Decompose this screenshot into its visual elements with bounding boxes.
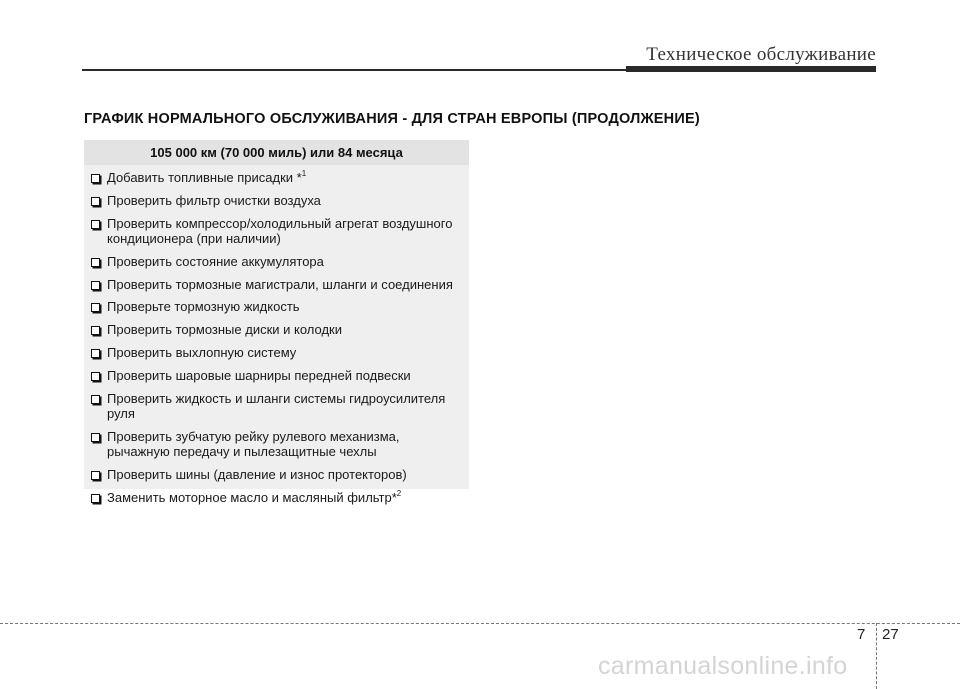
section-title: Техническое обслуживание — [646, 44, 876, 65]
checklist-item — [90, 429, 463, 460]
footer-divider — [0, 623, 960, 624]
checklist-item — [90, 254, 463, 270]
checkbox-icon — [91, 372, 100, 381]
chapter-number: 7 — [857, 626, 866, 643]
item-label: Проверить фильтр очистки воздуха — [107, 192, 321, 208]
checklist-item-text — [107, 216, 463, 247]
item-label: Проверить шины (давление и износ протекторов) — [107, 467, 407, 483]
checklist-item-text — [107, 345, 463, 361]
checkbox-icon — [91, 326, 100, 335]
item-label: Добавить топливные присадки * — [107, 170, 302, 185]
page-number: 27 — [882, 626, 899, 643]
item-label: Проверить тормозные диски и колодки — [107, 322, 343, 338]
checkbox-icon — [91, 433, 100, 442]
item-label: Проверьте тормозную жидкость — [107, 299, 300, 315]
item-label: Проверить выхлопную систему — [107, 345, 297, 361]
item-label: Проверить жидкость и шланги системы гидроусилителя руля — [107, 390, 446, 422]
checkbox-icon — [91, 220, 100, 229]
item-label: Проверить компрессор/холодильный агрегат воздушного кондиционера (при наличии) — [107, 215, 453, 247]
checkbox-icon — [91, 471, 100, 480]
checklist-item — [90, 391, 463, 422]
checklist-item — [90, 170, 463, 186]
item-label: Проверить шаровые шарниры передней подвески — [107, 367, 411, 383]
checklist-item-text — [107, 254, 463, 270]
footnote-marker: 1 — [301, 169, 307, 178]
maintenance-schedule-table — [84, 140, 469, 506]
checkbox-icon — [91, 281, 100, 290]
checklist-item-text — [107, 193, 463, 209]
checklist-item-text — [107, 490, 463, 506]
checkbox-icon — [91, 174, 100, 183]
checklist-item — [90, 345, 463, 361]
item-label: Проверить состояние аккумулятора — [107, 253, 324, 269]
header-rule — [82, 69, 628, 71]
page-heading: ГРАФИК НОРМАЛЬНОГО ОБСЛУЖИВАНИЯ - ДЛЯ СТРАН ЕВРОПЫ (ПРОДОЛЖЕНИЕ) — [84, 111, 700, 127]
checklist-item-text — [107, 391, 463, 422]
header-rule-accent — [626, 66, 876, 72]
checklist-item — [90, 490, 463, 506]
checkbox-icon — [91, 494, 100, 503]
checklist-item — [90, 216, 463, 247]
checkbox-icon — [91, 349, 100, 358]
checklist-item — [90, 368, 463, 384]
checklist-item — [90, 193, 463, 209]
checklist-item-text — [107, 277, 463, 293]
checklist-item-text — [107, 170, 463, 186]
schedule-items — [84, 165, 469, 506]
footnote-marker: 2 — [396, 489, 402, 499]
schedule-interval-header: 105 000 км (70 000 миль) или 84 месяца — [84, 140, 469, 165]
checklist-item — [90, 299, 463, 315]
item-label: Заменить моторное масло и масляный фильтр* — [107, 490, 397, 506]
checkbox-icon — [91, 197, 100, 206]
item-label: Проверить зубчатую рейку рулевого механизма, рычажную передачу и пылезащитные чехлы — [107, 428, 400, 460]
watermark: carmanualsonline.info — [598, 652, 848, 680]
checklist-item — [90, 322, 463, 338]
checklist-item — [90, 277, 463, 293]
checkbox-icon — [91, 395, 100, 404]
checklist-item-text — [107, 299, 463, 315]
checkbox-icon — [91, 303, 100, 312]
footer-page-divider — [876, 623, 877, 689]
checkbox-icon — [91, 258, 100, 267]
item-label: Проверить тормозные магистрали, шланги и соединения — [107, 276, 453, 292]
checklist-item-text — [107, 368, 463, 384]
checklist-item — [90, 467, 463, 483]
checklist-item-text — [107, 467, 463, 483]
checklist-item-text — [107, 429, 463, 460]
checklist-item-text — [107, 322, 463, 338]
